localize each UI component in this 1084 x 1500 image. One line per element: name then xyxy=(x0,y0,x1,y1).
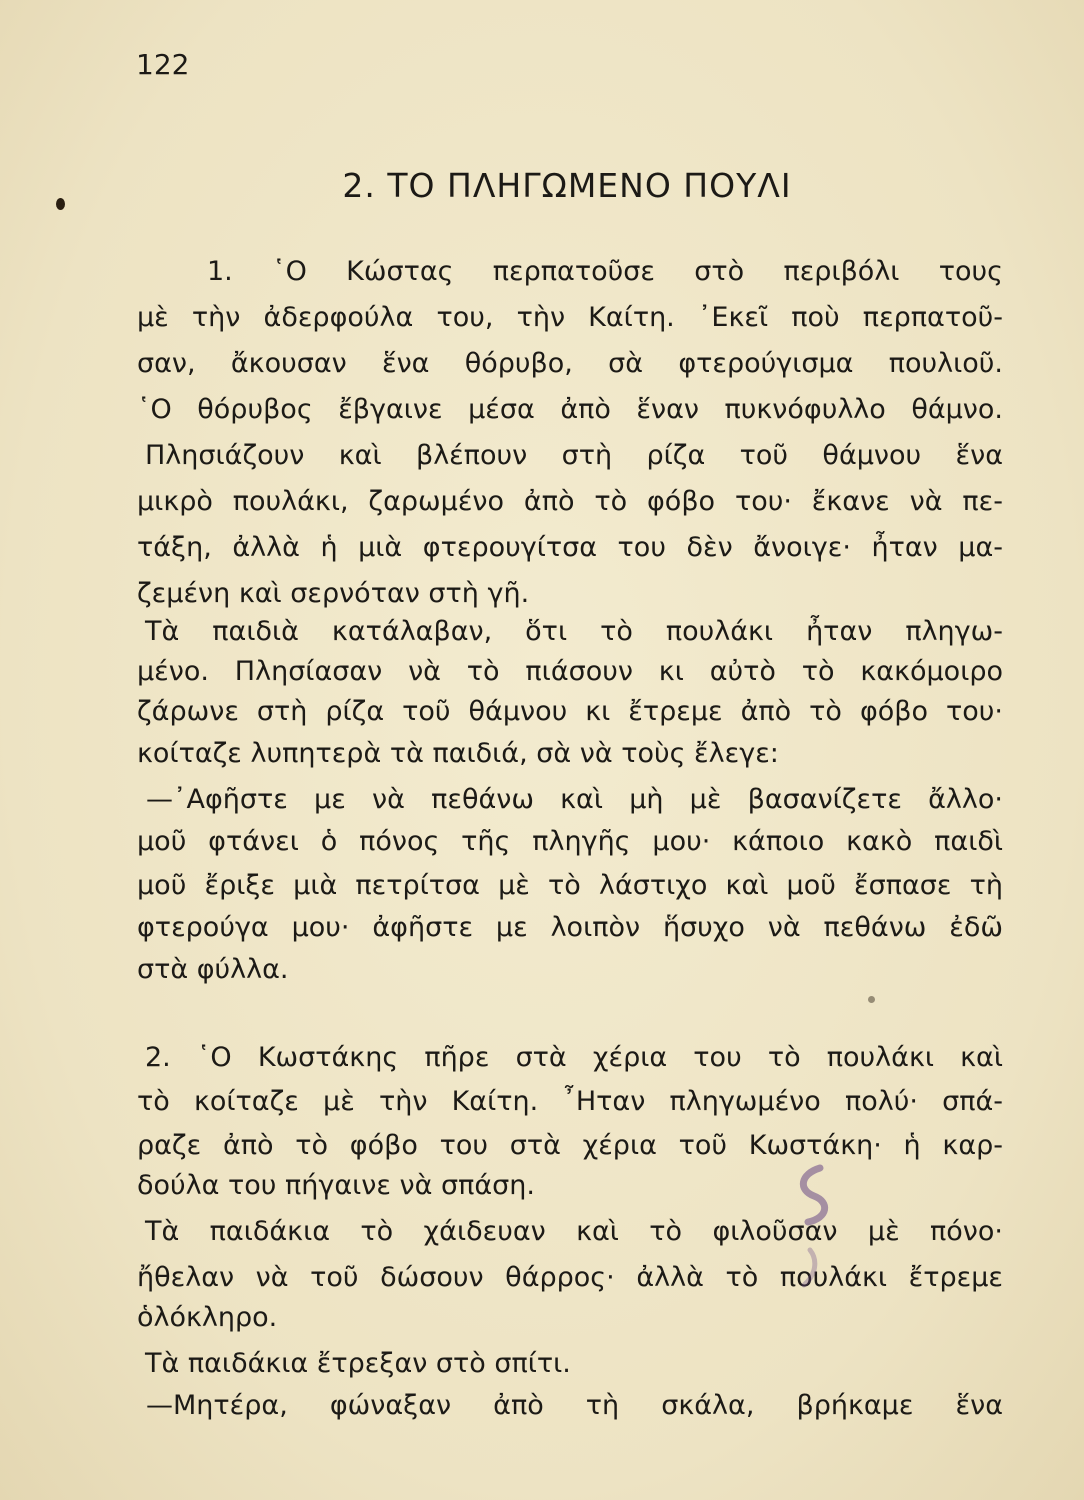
stamp-mark xyxy=(790,1160,840,1310)
text-line: Πλησιάζουν καὶ βλέπουν στὴ ρίζα τοῦ θάμνου ἕνα xyxy=(145,440,1003,471)
text-line: κοίταζε λυπητερὰ τὰ παιδιά, σὰ νὰ τοὺς ἔλεγε: xyxy=(137,738,779,769)
text-line: Τὰ παιδάκια ἔτρεξαν στὸ σπίτι. xyxy=(145,1348,571,1379)
ink-speck xyxy=(868,996,875,1003)
text-line: μὲ τὴν ἀδερφούλα του, τὴν Καίτη. ᾿Εκεῖ ποὺ περπατοῦ- xyxy=(137,302,1003,333)
text-line: Τὰ παιδάκια τὸ χάιδευαν καὶ τὸ φιλοῦσαν μὲ πόνο· xyxy=(145,1216,1003,1247)
text-line: δούλα του πήγαινε νὰ σπάση. xyxy=(137,1170,535,1201)
ink-speck xyxy=(56,198,65,210)
text-line: μοῦ ἔριξε μιὰ πετρίτσα μὲ τὸ λάστιχο καὶ μοῦ ἔσπασε τὴ xyxy=(137,870,1003,901)
text-line: μοῦ φτάνει ὁ πόνος τῆς πληγῆς μου· κάποιο κακὸ παιδὶ xyxy=(137,826,1003,857)
text-line: Τὰ παιδιὰ κατάλαβαν, ὅτι τὸ πουλάκι ἦταν πληγω- xyxy=(145,616,1003,647)
text-line: ὁλόκληρο. xyxy=(137,1302,278,1333)
text-line: μικρὸ πουλάκι, ζαρωμένο ἀπὸ τὸ φόβο του· ἔκανε νὰ πε- xyxy=(137,486,1003,517)
text-line: 1. ῾Ο Κώστας περπατοῦσε στὸ περιβόλι τους xyxy=(207,256,1003,287)
text-line: σαν, ἄκουσαν ἕνα θόρυβο, σὰ φτερούγισμα πουλιοῦ. xyxy=(137,348,1003,379)
text-line: ραζε ἀπὸ τὸ φόβο του στὰ χέρια τοῦ Κωστάκη· ἡ καρ- xyxy=(137,1130,1003,1161)
chapter-title: 2. ΤΟ ΠΛΗΓΩΜΕΝΟ ΠΟΥΛΙ xyxy=(342,166,792,205)
text-line: —Μητέρα, φώναξαν ἀπὸ τὴ σκάλα, βρήκαμε ἕνα xyxy=(146,1390,1003,1421)
text-line: —᾿Αφῆστε με νὰ πεθάνω καὶ μὴ μὲ βασανίζετε ἄλλο· xyxy=(146,784,1003,815)
text-line: μένο. Πλησίασαν νὰ τὸ πιάσουν κι αὐτὸ τὸ κακόμοιρο xyxy=(137,656,1003,687)
text-line: τάξη, ἀλλὰ ἡ μιὰ φτερουγίτσα του δὲν ἄνοιγε· ἦταν μα- xyxy=(137,532,1003,563)
text-line: ῾Ο θόρυβος ἔβγαινε μέσα ἀπὸ ἕναν πυκνόφυλλο θάμνο. xyxy=(137,394,1003,425)
page-number: 122 xyxy=(136,48,190,81)
text-line: ζάρωνε στὴ ρίζα τοῦ θάμνου κι ἔτρεμε ἀπὸ τὸ φόβο του· xyxy=(137,696,1003,727)
text-line: 2. ῾Ο Κωστάκης πῆρε στὰ χέρια του τὸ πουλάκι καὶ xyxy=(145,1042,1003,1073)
text-line: ζεμένη καὶ σερνόταν στὴ γῆ. xyxy=(137,578,530,609)
text-line: ἤθελαν νὰ τοῦ δώσουν θάρρος· ἀλλὰ τὸ πουλάκι ἔτρεμε xyxy=(137,1262,1003,1293)
text-line: στὰ φύλλα. xyxy=(137,954,289,985)
text-line: τὸ κοίταζε μὲ τὴν Καίτη. ῏Ηταν πληγωμένο πολύ· σπά- xyxy=(137,1086,1003,1117)
text-line: φτερούγα μου· ἀφῆστε με λοιπὸν ἥσυχο νὰ πεθάνω ἐδῶ xyxy=(137,912,1003,943)
